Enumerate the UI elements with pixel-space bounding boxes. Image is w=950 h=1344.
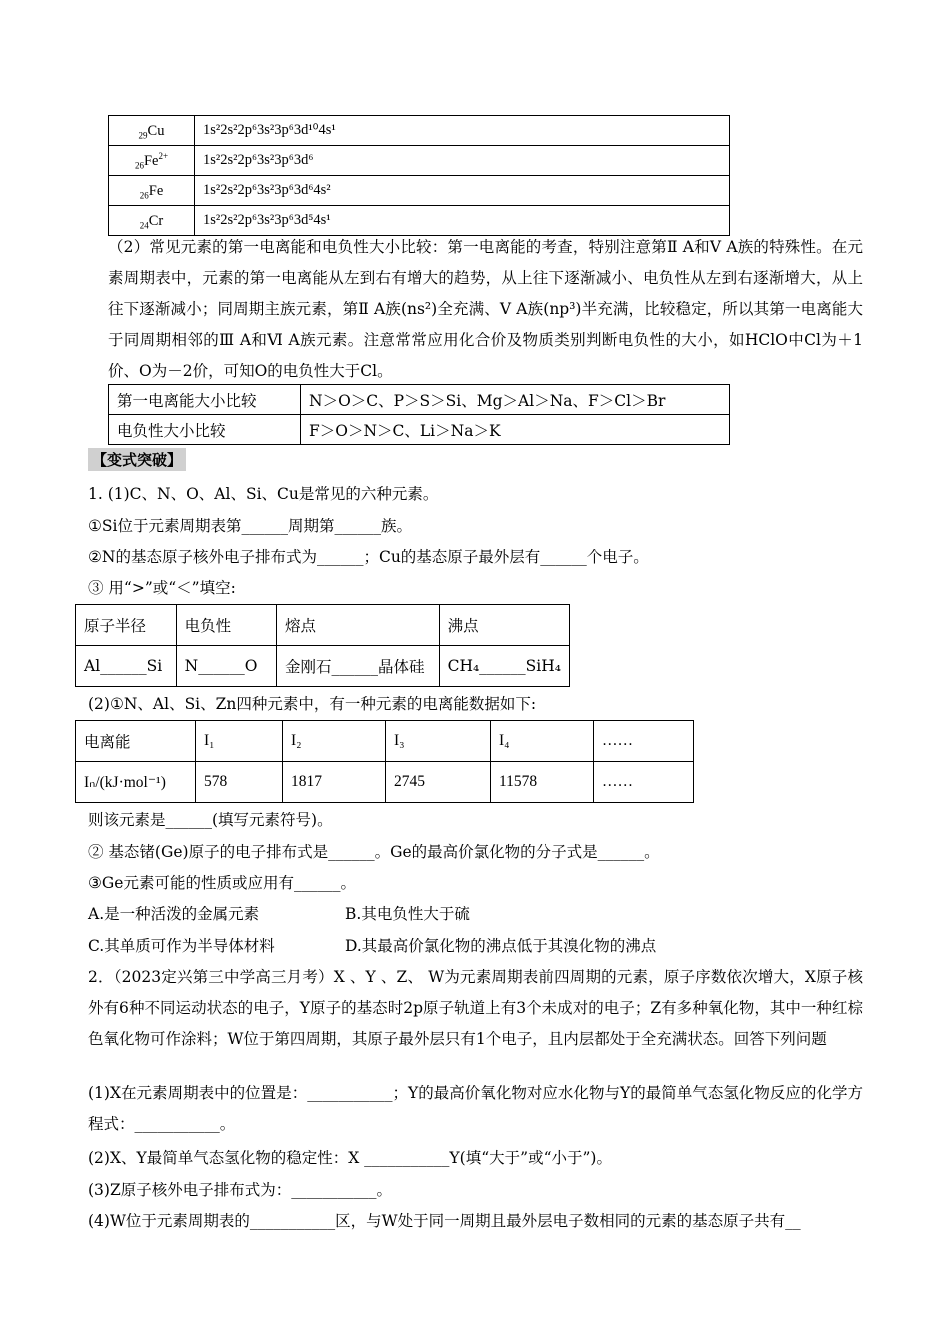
value-i3: 2745 — [386, 762, 491, 803]
header-boiling-point: 沸点 — [439, 605, 569, 646]
cell-ch4-sih4: CH₄______SiH₄ — [439, 646, 569, 687]
q1-element-answer: 则该元素是______(填写元素符号)。 — [88, 811, 333, 829]
q1-part-a: ①Si位于元素周期表第______周期第______族。 — [88, 517, 412, 535]
atomic-number: 26 — [139, 190, 149, 201]
ionization-label: 第一电离能大小比较 — [109, 385, 301, 415]
header-ellipsis: …… — [594, 721, 694, 762]
table-row — [76, 721, 694, 762]
comparison-table — [108, 384, 730, 445]
q2-stem: 2．（2023定兴第三中学高三月考）X 、Y 、Z、 W为元素周期表前四周期的元素，原子序数依次增大，X原子核外有6种不同运动状态的电子，Y原子的基态时2p原子轨道上有3个未成对的电子；Z有多种氧化物，其中一种红棕色氧化物可作涂料；W位于第四周期，其原子最外层只有1个电子，且内层都处于全充满状态。回答下列问题 — [88, 968, 863, 1048]
cell-n-o: N______O — [176, 646, 276, 687]
electron-configuration: 1s²2s²2p⁶3s²3p⁶3d⁶4s² — [195, 176, 730, 206]
element-symbol — [109, 176, 195, 206]
value-i1: 578 — [196, 762, 283, 803]
symbol: Cu — [147, 122, 165, 139]
header-i3: I₃ — [386, 721, 491, 762]
atomic-number: 24 — [139, 220, 149, 231]
option-a: A.是一种活泼的金属元素 — [88, 905, 260, 923]
electron-config-table — [108, 115, 730, 236]
table-row — [109, 146, 730, 176]
atomic-number: 29 — [138, 130, 148, 141]
ionization-energy-table — [75, 720, 694, 803]
table-row — [109, 385, 730, 415]
cell-al-si: Al______Si — [76, 646, 177, 687]
element-symbol — [109, 146, 195, 176]
element-symbol — [109, 206, 195, 236]
option-b: B.其电负性大于硫 — [345, 905, 470, 923]
table-row — [109, 176, 730, 206]
header-i4: I₄ — [491, 721, 594, 762]
electronegativity-value: F＞O＞N＞C、Li＞Na＞K — [301, 415, 730, 445]
q1-part-2: (2)①N、Al、Si、Zn四种元素中，有一种元素的电离能数据如下: — [88, 695, 537, 713]
table-row — [109, 415, 730, 445]
table-row — [76, 646, 570, 687]
electronegativity-label: 电负性大小比较 — [109, 415, 301, 445]
header-melting-point: 熔点 — [276, 605, 439, 646]
q2-part-4: (4)W位于元素周期表的___________区，与W处于同一周期且最外层电子数相同的元素的基态原子共有__ — [88, 1212, 801, 1230]
table-row — [76, 605, 570, 646]
symbol: Fe — [148, 182, 164, 199]
table-row — [76, 762, 694, 803]
symbol: Fe — [143, 152, 159, 169]
electron-configuration: 1s²2s²2p⁶3s²3p⁶3d⁵4s¹ — [195, 206, 730, 236]
fill-in-table — [75, 604, 570, 687]
section-2-paragraph: （2）常见元素的第一电离能和电负性大小比较：第一电离能的考查，特别注意第Ⅱ A和Ⅴ A族的特殊性。在元素周期表中，元素的第一电离能从左到右有增大的趋势，从上往下逐渐减小、电负性从左到右逐渐增大，从上往下逐渐减小；同周期主族元素，第Ⅱ A族(ns²)全充满、Ⅴ A族(np³)半充满，比较稳定，所以其第一电离能大于同周期相邻的Ⅲ A和Ⅵ A族元素。注意常常应用化合价及物质类别判断电负性的大小，如HClO中Cl为＋1价、O为－2价，可知O的电负性大于Cl。 — [108, 238, 863, 380]
value-i4: 11578 — [491, 762, 594, 803]
header-ionization: 电离能 — [76, 721, 196, 762]
table-row — [109, 206, 730, 236]
section-heading: 【变式突破】 — [88, 448, 186, 471]
q1-part-c: ③ 用“>”或“＜”填空: — [88, 579, 236, 597]
q2-part-3: (3)Z原子核外电子排布式为：___________。 — [88, 1181, 392, 1199]
q1-intro: 1. (1)C、N、O、Al、Si、Cu是常见的六种元素。 — [88, 485, 439, 503]
electron-configuration: 1s²2s²2p⁶3s²3p⁶3d¹⁰4s¹ — [195, 116, 730, 146]
q2-part-1: (1)X在元素周期表中的位置是：___________；Y的最高价氧化物对应水化物与Y的最简单气态氢化物反应的化学方程式：___________。 — [88, 1084, 863, 1133]
option-d: D.其最高价氯化物的沸点低于其溴化物的沸点 — [345, 937, 657, 955]
table-row — [109, 116, 730, 146]
option-c: C.其单质可作为半导体材料 — [88, 937, 275, 955]
header-electronegativity: 电负性 — [176, 605, 276, 646]
value-i2: 1817 — [283, 762, 386, 803]
atomic-number: 26 — [134, 160, 144, 171]
header-i2: I₂ — [283, 721, 386, 762]
cell-diamond-si: 金刚石______晶体硅 — [276, 646, 439, 687]
q2-part-2: (2)X、Y最简单气态氢化物的稳定性：X ___________Y(填“大于”或“小于”)。 — [88, 1149, 612, 1167]
q1-part-b: ②N的基态原子核外电子排布式为______；Cu的基态原子最外层有______个电子。 — [88, 548, 649, 566]
ionization-value: N＞O＞C、P＞S＞Si、Mg＞Al＞Na、F＞Cl＞Br — [301, 385, 730, 415]
q1-ge-config: ② 基态锗(Ge)原子的电子排布式是______。Ge的最高价氯化物的分子式是______。 — [88, 843, 660, 861]
header-i1: I₁ — [196, 721, 283, 762]
charge: 2+ — [158, 150, 169, 161]
element-symbol — [109, 116, 195, 146]
q1-ge-property: ③Ge元素可能的性质或应用有______。 — [88, 874, 356, 892]
symbol: Cr — [148, 212, 164, 229]
row-label: Iₙ/(kJ·mol⁻¹) — [76, 762, 196, 803]
header-atomic-radius: 原子半径 — [76, 605, 177, 646]
value-ellipsis: …… — [594, 762, 694, 803]
electron-configuration: 1s²2s²2p⁶3s²3p⁶3d⁶ — [195, 146, 730, 176]
